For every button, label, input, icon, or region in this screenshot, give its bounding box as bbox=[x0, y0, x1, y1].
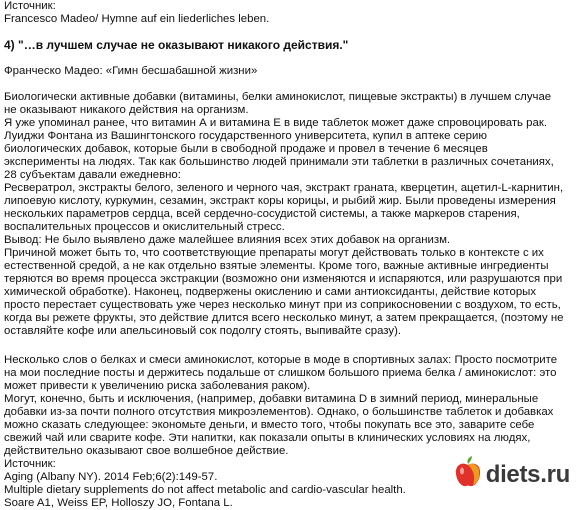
text-line: Биологически активные добавки (витамины, белки аминокислот, пищевые экстракты) в лучшем случае bbox=[4, 91, 552, 103]
citation-authors: Soare A1, Weiss EP, Holloszy JO, Fontana L. bbox=[4, 497, 233, 509]
text-line: Я уже упоминал ранее, что витамин А и витамина Е в виде таблеток может даже спровоцировать рак. bbox=[4, 117, 547, 129]
citation-journal: Aging (Albany NY). 2014 Feb;6(2):149-57. bbox=[4, 471, 218, 483]
watermark-site-name: diets.ru bbox=[485, 460, 570, 488]
citation-title: Multiple dietary supplements do not affect metabolic and cardio-vascular health. bbox=[4, 484, 406, 496]
text-line: на мои последние посты и держитесь подальше от слишком большого приема белка / аминокислот: это bbox=[4, 367, 557, 379]
document-body bbox=[4, 0, 570, 510]
text-line: Несколько слов о белках и смеси аминокислот, которые в моде в спортивных залах: Просто посмотрите bbox=[4, 354, 558, 366]
text-line: естественной средой, а не как отдельно взятые элементы. Кроме того, важные активные ингредиенты bbox=[4, 260, 549, 272]
text-line: оставляйте кофе или апельсиновый сок подолгу стоять, выпивайте сразу). bbox=[4, 325, 402, 337]
text-line: Вывод: Не было выявлено даже малейшее влияния всех этих добавок на организм. bbox=[4, 234, 451, 246]
section-heading: 4) "…в лучшем случае не оказывают никакого действия." bbox=[4, 38, 349, 52]
section-subtitle: Франческо Мадео: «Гимн бесшабашной жизни» bbox=[4, 65, 258, 77]
source-label: Источник: bbox=[4, 458, 56, 470]
text-line: липоевую кислоту, куркумин, сезамин, экстракт коры корицы, и рыбий жир. Были проведены измерения bbox=[4, 195, 556, 207]
text-line: когда вы режете фрукты, это действие длится всего несколько минут, а затем прекращается, (поэтому не bbox=[4, 312, 564, 324]
text-line: Причиной может быть то, что соответствующие препараты могут действовать только в контексте с их bbox=[4, 247, 544, 259]
text-line: Луиджи Фонтана из Вашингтонского государственного университета, купил в аптеке серию bbox=[4, 130, 487, 142]
text-line: добавки из-за почти полного отсутствия микроэлементов). Однако, о большинстве таблеток и добавках bbox=[4, 406, 554, 418]
site-watermark bbox=[453, 456, 570, 492]
text-line: нескольких параметров сердца, всей сердечно-сосудистой системы, а также маркеров старения, bbox=[4, 208, 520, 220]
text-line: 28 субъектам давали ежедневно: bbox=[4, 169, 181, 181]
text-line: теряются во время процесса экстракции (возможно они изменяются и испаряются, или разрушаются при bbox=[4, 273, 563, 285]
apple-logo-icon bbox=[453, 456, 483, 492]
text-line: действительно оказывают свое волшебное действие. bbox=[4, 445, 289, 457]
text-line: химической обработке). Наконец, подвержены окислению и сами антиоксиданты, действие которых bbox=[4, 286, 537, 298]
source-reference: Francesco Madeo/ Hymne auf ein liederliches leben. bbox=[4, 13, 270, 25]
source-label: Источник: bbox=[4, 0, 56, 12]
text-line: не оказывают никакого действия на организм. bbox=[4, 104, 249, 116]
text-line: может привести к увеличению риска заболевания раком). bbox=[4, 380, 311, 392]
text-line: просто перестает существовать уже через несколько минут при из соприкосновении с воздухом, то есть, bbox=[4, 299, 561, 311]
text-line: можно сказать следующее: экономьте деньги, и вместо того, чтобы покупать все это, заварите себе bbox=[4, 419, 535, 431]
text-line: свежий чай или сварите кофе. Эти напитки, как показали опыты в клинических условиях на людях, bbox=[4, 432, 531, 444]
text-line: Могут, конечно, быть и исключения, (например, добавки витамина D в зимний период, минеральные bbox=[4, 393, 539, 405]
text-line: биологических добавок, которые были в свободной продаже и провел в течение 6 месяцев bbox=[4, 143, 488, 155]
text-line: эксперименты на людях. Так как большинство людей принимали эти таблетки в различных сочетаниях, bbox=[4, 156, 554, 168]
text-line: воспалительных процессов и окислительный стресс. bbox=[4, 221, 285, 233]
text-line: Ресвератрол, экстракты белого, зеленого и черного чая, экстракт граната, кверцетин, ацетил-L-карнитин, bbox=[4, 182, 564, 194]
